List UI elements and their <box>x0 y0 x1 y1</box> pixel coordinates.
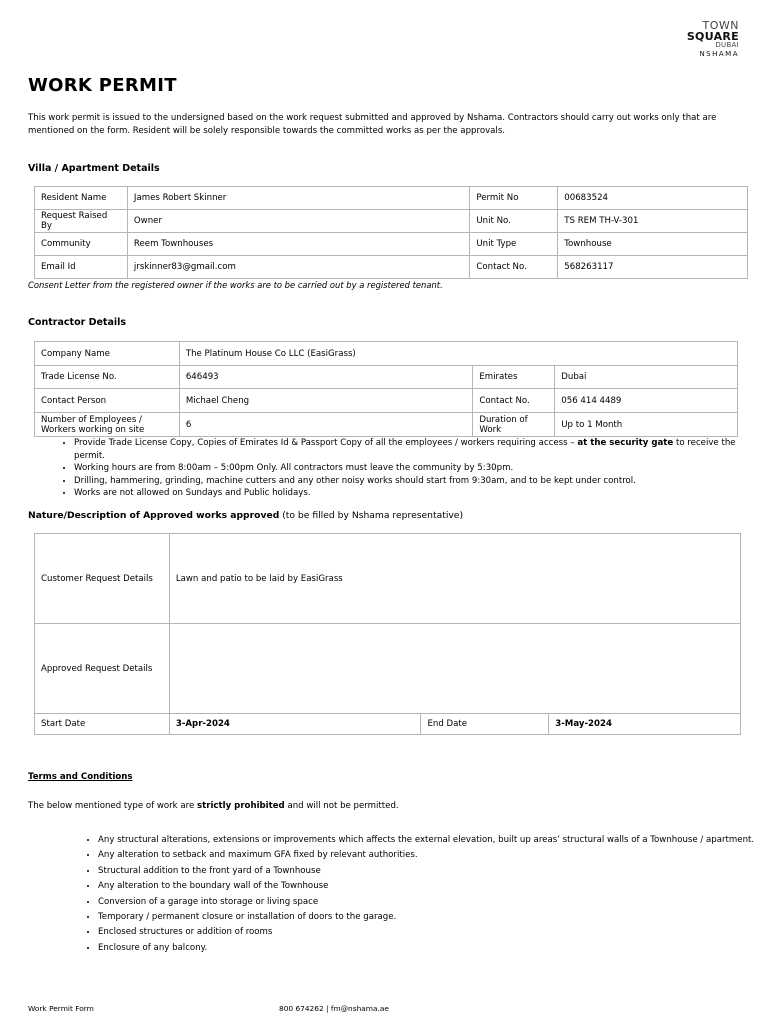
list-item: • Drilling, hammering, grinding, machine cutters and any other noisy works should start from 9:30am, and to be kept under control. <box>74 475 764 488</box>
rule-text: to receive the permit. <box>74 438 736 461</box>
list-item: • Working hours are from 8:00am – 5:00pm Only. All contractors must leave the community by 5:30pm. <box>74 462 764 475</box>
list-item: • Conversion of a garage into storage or living space <box>98 895 768 910</box>
community-value: Reem Townhouses <box>127 233 469 256</box>
request-raised-by-label: Request Raised By <box>35 210 128 233</box>
contractor-details-table <box>34 341 738 437</box>
list-item: • Temporary / permanent closure or installation of doors to the garage. <box>98 910 768 925</box>
page-title: WORK PERMIT <box>28 75 177 96</box>
start-date-label: Start Date <box>35 714 170 735</box>
contractor-contact-no-value: 056 414 4489 <box>555 389 738 413</box>
email-label: Email Id <box>35 256 128 279</box>
list-item <box>74 437 764 462</box>
unit-no-value: TS REM TH-V-301 <box>558 210 748 233</box>
list-item: • Any structural alterations, extensions or improvements which affects the external elevation, built up areas’ structural walls of a Townhouse / apartment. <box>98 833 768 848</box>
terms-heading: Terms and Conditions <box>28 772 133 782</box>
trade-license-value: 646493 <box>179 366 473 389</box>
unit-type-label: Unit Type <box>470 233 558 256</box>
contractor-rules-list <box>46 437 764 500</box>
prohibited-text: and will not be permitted. <box>284 801 399 811</box>
approved-works-table <box>34 533 741 735</box>
prohibited-works-list <box>70 833 768 956</box>
nature-heading-bold: Nature/Description of Approved works approved <box>28 510 280 521</box>
company-name-label: Company Name <box>35 342 180 366</box>
nature-heading-note: (to be filled by Nshama representative) <box>279 510 464 521</box>
end-date-label: End Date <box>421 714 549 735</box>
community-label: Community <box>35 233 128 256</box>
list-item: • Structural addition to the front yard of a Townhouse <box>98 864 768 879</box>
footer-contact: 800 674262 | fm@nshama.ae <box>279 1004 389 1013</box>
intro-paragraph: This work permit is issued to the undersigned based on the work request submitted and approved by Nshama. Contractors should carry out works only that are mentioned on the form. Resident will be solely responsible towards the committed works as per the approvals. <box>28 113 717 136</box>
resident-name-value: James Robert Skinner <box>127 187 469 210</box>
table-row <box>35 714 741 735</box>
footer-form-name: Work Permit Form <box>28 1004 94 1013</box>
list-item: • Any alteration to setback and maximum GFA fixed by relevant authorities. <box>98 848 768 863</box>
contractor-section-heading: Contractor Details <box>28 317 127 328</box>
unit-no-label: Unit No. <box>470 210 558 233</box>
table-row <box>35 342 738 366</box>
emirates-label: Emirates <box>473 366 555 389</box>
employees-count-label: Number of Employees / Workers working on site <box>35 413 180 437</box>
emirates-value: Dubai <box>555 366 738 389</box>
resident-name-label: Resident Name <box>35 187 128 210</box>
end-date-value: 3-May-2024 <box>549 714 741 735</box>
company-name-value: The Platinum House Co LLC (EasiGrass) <box>179 342 737 366</box>
consent-note: Consent Letter from the registered owner if the works are to be carried out by a registered tenant. <box>28 280 443 290</box>
prohibited-statement <box>28 801 399 811</box>
start-date-value: 3-Apr-2024 <box>169 714 421 735</box>
prohibited-text: The below mentioned type of work are <box>28 801 198 811</box>
prohibited-bold-text: strictly prohibited <box>197 801 285 811</box>
list-item: • Enclosure of any balcony. <box>98 941 768 956</box>
town-square-logo <box>687 20 739 58</box>
table-row <box>35 210 748 233</box>
unit-type-value: Townhouse <box>558 233 748 256</box>
contact-person-value: Michael Cheng <box>179 389 473 413</box>
approved-request-value <box>169 624 740 714</box>
list-item: • Enclosed structures or addition of rooms <box>98 925 768 940</box>
employees-count-value: 6 <box>179 413 473 437</box>
table-row <box>35 534 741 624</box>
request-raised-by-value: Owner <box>127 210 469 233</box>
logo-line-square: SQUARE <box>686 30 739 43</box>
logo-line-dubai: DUBAI <box>715 41 739 49</box>
trade-license-label: Trade License No. <box>35 366 180 389</box>
rule-bold-text: at the security gate <box>577 438 674 448</box>
logo-line-nshama: NSHAMA <box>699 50 739 58</box>
duration-value: Up to 1 Month <box>555 413 738 437</box>
customer-request-label: Customer Request Details <box>35 534 170 624</box>
table-row <box>35 233 748 256</box>
logo-line-town: TOWN <box>702 19 739 32</box>
table-row <box>35 256 748 279</box>
duration-label: Duration of Work <box>473 413 555 437</box>
rule-text: Provide Trade License Copy, Copies of Emirates Id & Passport Copy of all the employees / workers requiring access – <box>74 438 578 448</box>
customer-request-value: Lawn and patio to be laid by EasiGrass <box>169 534 740 624</box>
contractor-contact-no-label: Contact No. <box>473 389 555 413</box>
villa-details-table <box>34 186 748 279</box>
approved-request-label: Approved Request Details <box>35 624 170 714</box>
contact-no-value: 568263117 <box>558 256 748 279</box>
list-item: • Any alteration to the boundary wall of the Townhouse <box>98 879 768 894</box>
permit-no-value: 00683524 <box>558 187 748 210</box>
table-row <box>35 366 738 389</box>
table-row <box>35 187 748 210</box>
table-row <box>35 624 741 714</box>
contact-no-label: Contact No. <box>470 256 558 279</box>
list-item: • Works are not allowed on Sundays and Public holidays. <box>74 487 764 500</box>
contact-person-label: Contact Person <box>35 389 180 413</box>
villa-section-heading: Villa / Apartment Details <box>28 163 160 174</box>
permit-no-label: Permit No <box>470 187 558 210</box>
nature-heading <box>28 510 463 521</box>
email-value: jrskinner83@gmail.com <box>127 256 469 279</box>
table-row <box>35 389 738 413</box>
table-row <box>35 413 738 437</box>
